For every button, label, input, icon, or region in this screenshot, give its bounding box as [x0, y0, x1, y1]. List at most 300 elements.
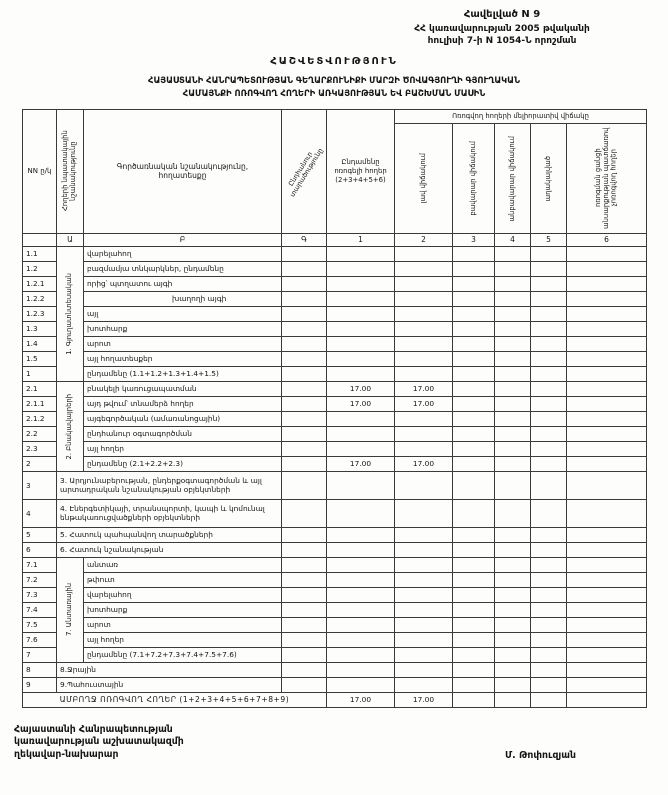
- value-cell: [531, 411, 567, 426]
- value-cell: [531, 261, 567, 276]
- value-cell: [395, 336, 453, 351]
- value-cell: [282, 587, 327, 602]
- value-cell: [531, 426, 567, 441]
- row-label: այլ հողեր: [84, 632, 282, 647]
- value-cell: 17.00: [395, 456, 453, 471]
- value-cell: [495, 336, 531, 351]
- value-cell: [453, 587, 495, 602]
- row-number: 7.2: [23, 572, 57, 587]
- index-cell: 3: [453, 233, 495, 246]
- value-cell: [327, 632, 395, 647]
- value-cell: [453, 261, 495, 276]
- value-cell: [282, 471, 327, 499]
- value-cell: [327, 246, 395, 261]
- row-number: 2: [23, 456, 57, 471]
- table-row: [23, 411, 647, 426]
- value-cell: [567, 291, 647, 306]
- table-row: [23, 632, 647, 647]
- value-cell: [395, 306, 453, 321]
- value-cell: [531, 617, 567, 632]
- value-cell: [567, 662, 647, 677]
- value-cell: [327, 557, 395, 572]
- value-cell: [567, 632, 647, 647]
- header-index-row: [23, 233, 647, 246]
- value-cell: [495, 396, 531, 411]
- value-cell: [282, 647, 327, 662]
- value-cell: [495, 411, 531, 426]
- section-label-agricultural: 1. Գյուղատնտեսական: [57, 246, 84, 381]
- value-cell: [567, 527, 647, 542]
- table-row: [23, 246, 647, 261]
- row-number: 2.1.2: [23, 411, 57, 426]
- footer-line: կառավարության աշխատակազմի: [14, 736, 184, 748]
- table-row: [23, 662, 647, 677]
- value-cell: [567, 647, 647, 662]
- value-cell: [453, 381, 495, 396]
- value-cell: [567, 456, 647, 471]
- value-cell: [495, 527, 531, 542]
- signature-name: Մ. Թոփուզյան: [504, 750, 576, 762]
- value-cell: [531, 396, 567, 411]
- table-row: [23, 291, 647, 306]
- value-cell: [495, 542, 531, 557]
- value-cell: [395, 587, 453, 602]
- value-cell: [495, 572, 531, 587]
- row-number: 2.3: [23, 441, 57, 456]
- table-row: [23, 677, 647, 692]
- value-cell: [567, 261, 647, 276]
- value-cell: [531, 306, 567, 321]
- value-cell: [531, 602, 567, 617]
- value-cell: 17.00: [395, 396, 453, 411]
- value-cell: [327, 336, 395, 351]
- value-cell: [453, 306, 495, 321]
- row-label: խոտհարք: [84, 602, 282, 617]
- row-label: բազմամյա տնկարկներ, ընդամենը: [84, 261, 282, 276]
- value-cell: [282, 321, 327, 336]
- value-cell: [327, 572, 395, 587]
- row-label: վարելահող: [84, 246, 282, 261]
- row-label: որից՝ պտղատու այգի: [84, 276, 282, 291]
- value-cell: [453, 647, 495, 662]
- value-cell: 17.00: [327, 396, 395, 411]
- col-group-header: Ոռոգվող հողերի մելիորատիվ վիճակը: [395, 109, 647, 123]
- row-number: 7: [23, 647, 57, 662]
- value-cell: [453, 441, 495, 456]
- col-header-6: ոռոգման ցանցի անսարքության պատճառով չոռոգվող հողեր: [567, 123, 647, 233]
- value-cell: [531, 677, 567, 692]
- index-cell: 4: [495, 233, 531, 246]
- value-cell: [531, 662, 567, 677]
- row-label: 8.Ջրային: [57, 662, 282, 677]
- value-cell: [327, 411, 395, 426]
- value-cell: [327, 499, 395, 527]
- value-cell: [495, 366, 531, 381]
- col-header-total-irrigated: Ընդամենը ոռոգելի հողեր (2+3+4+5+6): [327, 109, 395, 233]
- appendix-line: հուլիսի 7-ի N 1054-Ն որոշման: [427, 35, 577, 46]
- value-cell: [327, 662, 395, 677]
- row-label: 9.Պահուստային: [57, 677, 282, 692]
- row-number: 1.2.3: [23, 306, 57, 321]
- value-cell: [327, 426, 395, 441]
- value-cell: [327, 351, 395, 366]
- value-cell: [453, 321, 495, 336]
- document-subtitle: [0, 74, 668, 100]
- value-cell: [495, 662, 531, 677]
- value-cell: [495, 602, 531, 617]
- value-cell: [531, 321, 567, 336]
- value-cell: [531, 381, 567, 396]
- value-cell: [282, 557, 327, 572]
- value-cell: [495, 276, 531, 291]
- value-cell: [567, 692, 647, 707]
- row-label: այլ: [84, 306, 282, 321]
- value-cell: [282, 527, 327, 542]
- value-cell: 17.00: [395, 381, 453, 396]
- row-label: բնակելի կառուցապատման: [84, 381, 282, 396]
- value-cell: [531, 291, 567, 306]
- row-label: 4. Էներգետիկայի, տրանսպորտի, կապի և կոմունալ ենթակառուցվածքների օբյեկտների: [57, 499, 282, 527]
- value-cell: [531, 336, 567, 351]
- value-cell: [395, 291, 453, 306]
- value-cell: [395, 261, 453, 276]
- table-row: [23, 456, 647, 471]
- table-total-row: [23, 692, 647, 707]
- value-cell: [282, 677, 327, 692]
- value-cell: [282, 426, 327, 441]
- table-row: [23, 336, 647, 351]
- value-cell: [495, 499, 531, 527]
- value-cell: [327, 366, 395, 381]
- value-cell: [531, 246, 567, 261]
- row-label: ընդամենը (7.1+7.2+7.3+7.4+7.5+7.6): [84, 647, 282, 662]
- value-cell: [531, 366, 567, 381]
- value-cell: [282, 306, 327, 321]
- index-cell: [23, 233, 57, 246]
- value-cell: [395, 321, 453, 336]
- table-row: [23, 366, 647, 381]
- row-number: 1.2.2: [23, 291, 57, 306]
- value-cell: [395, 276, 453, 291]
- value-cell: [567, 396, 647, 411]
- table-row: [23, 572, 647, 587]
- value-cell: [395, 366, 453, 381]
- row-number: 1.1: [23, 246, 57, 261]
- col-header-3: բավարար վիճակում: [453, 123, 495, 233]
- document-title: ՀԱՇՎԵՏՎՈՒԹՅՈՒՆ: [270, 55, 398, 67]
- value-cell: [282, 617, 327, 632]
- value-cell: [327, 602, 395, 617]
- value-cell: [453, 542, 495, 557]
- value-cell: [395, 557, 453, 572]
- value-cell: [531, 542, 567, 557]
- value-cell: [567, 426, 647, 441]
- value-cell: [453, 366, 495, 381]
- row-number: 3: [23, 471, 57, 499]
- row-label: ընդամենը (1.1+1.2+1.3+1.4+1.5): [84, 366, 282, 381]
- row-number: 2.2: [23, 426, 57, 441]
- value-cell: [395, 411, 453, 426]
- index-cell: 5: [531, 233, 567, 246]
- row-number: 4: [23, 499, 57, 527]
- value-cell: [495, 321, 531, 336]
- subtitle-line: ՀԱՅԱՍՏԱՆԻ ՀԱՆՐԱՊԵՏՈՒԹՅԱՆ ԳԵՂԱՐՔՈՒՆԻՔԻ ՄԱՐԶԻ ԾՈՎԱԳՅՈՒՂԻ ԳՅՈՒՂԱԿԱՆ: [148, 74, 520, 85]
- value-cell: [395, 246, 453, 261]
- index-cell: 2: [395, 233, 453, 246]
- row-number: 6: [23, 542, 57, 557]
- index-cell: Բ: [84, 233, 282, 246]
- table-row: [23, 471, 647, 499]
- value-cell: [453, 662, 495, 677]
- section-label-forest: 7. Անտառային: [57, 557, 84, 662]
- value-cell: [567, 587, 647, 602]
- value-cell: [453, 602, 495, 617]
- row-number: 9: [23, 677, 57, 692]
- value-cell: [567, 471, 647, 499]
- value-cell: 17.00: [327, 381, 395, 396]
- value-cell: [395, 351, 453, 366]
- value-cell: [453, 677, 495, 692]
- value-cell: [395, 527, 453, 542]
- value-cell: [282, 632, 327, 647]
- value-cell: [567, 557, 647, 572]
- value-cell: [453, 246, 495, 261]
- value-cell: [453, 411, 495, 426]
- value-cell: [395, 542, 453, 557]
- row-label: անտառ: [84, 557, 282, 572]
- value-cell: [531, 692, 567, 707]
- value-cell: [495, 351, 531, 366]
- row-label: այլ հողեր: [84, 441, 282, 456]
- row-label: այգեգործական (ամառանոցային): [84, 411, 282, 426]
- index-cell: Գ: [282, 233, 327, 246]
- section-label-settlements: 2. Բնակավայրերի: [57, 381, 84, 471]
- value-cell: [495, 291, 531, 306]
- value-cell: 17.00: [327, 456, 395, 471]
- appendix-number: Հավելված N 9: [463, 9, 541, 20]
- index-cell: Ա: [57, 233, 84, 246]
- value-cell: [327, 677, 395, 692]
- value-cell: [395, 617, 453, 632]
- value-cell: [453, 351, 495, 366]
- value-cell: [282, 351, 327, 366]
- header-group-row: [23, 109, 647, 123]
- value-cell: [327, 527, 395, 542]
- table-row: [23, 396, 647, 411]
- value-cell: [531, 632, 567, 647]
- value-cell: [282, 261, 327, 276]
- value-cell: [327, 647, 395, 662]
- col-header-total-area: Ընդհանուր տարածությունը: [282, 109, 327, 233]
- value-cell: [567, 381, 647, 396]
- row-number: 8: [23, 662, 57, 677]
- value-cell: [495, 426, 531, 441]
- row-label: ընդամենը (2.1+2.2+2.3): [84, 456, 282, 471]
- row-label: արոտ: [84, 617, 282, 632]
- table-row: [23, 306, 647, 321]
- row-number: 2.1: [23, 381, 57, 396]
- table-row: [23, 441, 647, 456]
- value-cell: [282, 381, 327, 396]
- value-cell: [495, 587, 531, 602]
- table-row: [23, 321, 647, 336]
- table-row: [23, 587, 647, 602]
- value-cell: [531, 499, 567, 527]
- row-number: 7.4: [23, 602, 57, 617]
- value-cell: [567, 602, 647, 617]
- value-cell: [453, 617, 495, 632]
- table-row: [23, 261, 647, 276]
- value-cell: [567, 617, 647, 632]
- value-cell: [495, 557, 531, 572]
- value-cell: [567, 336, 647, 351]
- value-cell: [567, 276, 647, 291]
- value-cell: [395, 471, 453, 499]
- table-row: [23, 276, 647, 291]
- footer: [0, 724, 668, 762]
- value-cell: [282, 336, 327, 351]
- value-cell: [282, 456, 327, 471]
- value-cell: [567, 306, 647, 321]
- value-cell: [327, 617, 395, 632]
- col-header-2: լավ վիճակում: [395, 123, 453, 233]
- subtitle-line: ՀԱՄԱՅՆՔԻ ՈՌՈԳՎՈՂ ՀՈՂԵՐԻ ԱՌԿԱՅՈՒԹՅԱՆ ԵՎ ԲԱՇԽՄԱՆ ՄԱՍԻՆ: [182, 87, 486, 98]
- value-cell: [531, 456, 567, 471]
- value-cell: [495, 677, 531, 692]
- value-cell: [453, 456, 495, 471]
- value-cell: [395, 602, 453, 617]
- total-row-label: ԱՄԲՈՂՋ ՈՌՈԳՎՈՂ ՀՈՂԵՐ (1+2+3+4+5+6+7+8+9): [23, 692, 327, 707]
- value-cell: [327, 261, 395, 276]
- value-cell: [531, 471, 567, 499]
- value-cell: [327, 587, 395, 602]
- row-label: այլ հողատեսքեր: [84, 351, 282, 366]
- value-cell: [567, 411, 647, 426]
- table-row: [23, 527, 647, 542]
- row-number: 1.2: [23, 261, 57, 276]
- row-label: ընդհանուր օգտագործման: [84, 426, 282, 441]
- value-cell: [395, 426, 453, 441]
- value-cell: [282, 366, 327, 381]
- appendix-line: ՀՀ կառավարության 2005 թվականի: [414, 23, 590, 34]
- appendix-block: [352, 8, 652, 47]
- value-cell: [282, 291, 327, 306]
- row-label: խաղողի այգի: [84, 291, 282, 306]
- row-number: 1: [23, 366, 57, 381]
- row-label: խոտհարք: [84, 321, 282, 336]
- value-cell: [453, 291, 495, 306]
- row-label: 6. Հատուկ նշանակության: [57, 542, 282, 557]
- value-cell: 17.00: [327, 692, 395, 707]
- value-cell: [453, 692, 495, 707]
- row-label: արոտ: [84, 336, 282, 351]
- row-number: 1.4: [23, 336, 57, 351]
- table-row: [23, 542, 647, 557]
- value-cell: [453, 632, 495, 647]
- value-cell: [495, 632, 531, 647]
- index-cell: 6: [567, 233, 647, 246]
- value-cell: [453, 426, 495, 441]
- row-number: 1.2.1: [23, 276, 57, 291]
- value-cell: [327, 291, 395, 306]
- value-cell: [282, 411, 327, 426]
- row-number: 7.1: [23, 557, 57, 572]
- value-cell: [531, 351, 567, 366]
- value-cell: [531, 527, 567, 542]
- value-cell: [282, 441, 327, 456]
- col-header-5: աղակալված: [531, 123, 567, 233]
- col-header-4: անբավարար վիճակում: [495, 123, 531, 233]
- col-header-purpose: Հողերի նպատակային նշանակությունը: [57, 109, 84, 233]
- value-cell: [282, 572, 327, 587]
- table-row: [23, 557, 647, 572]
- col-header-nn: NN ը/կ: [23, 109, 57, 233]
- table-row: [23, 499, 647, 527]
- table-row: [23, 351, 647, 366]
- value-cell: [495, 456, 531, 471]
- value-cell: [495, 246, 531, 261]
- value-cell: [495, 692, 531, 707]
- row-label: 5. Հատուկ պահպանվող տարածքների: [57, 527, 282, 542]
- row-label: այդ թվում՝ տնամերձ հողեր: [84, 396, 282, 411]
- value-cell: [567, 572, 647, 587]
- value-cell: [567, 366, 647, 381]
- value-cell: [495, 471, 531, 499]
- row-label: 3. Արդյունաբերության, ընդերքօգտագործման և այլ արտադրական նշանակության օբյեկտների: [57, 471, 282, 499]
- table-row: [23, 602, 647, 617]
- value-cell: [453, 572, 495, 587]
- value-cell: [495, 306, 531, 321]
- value-cell: [453, 499, 495, 527]
- value-cell: [395, 499, 453, 527]
- col-header-functional: Գործառնական նշանակությունը, հողատեսքը: [84, 109, 282, 233]
- value-cell: [567, 542, 647, 557]
- footer-line: ղեկավար-նախարար: [14, 748, 119, 760]
- row-label: թփուտ: [84, 572, 282, 587]
- value-cell: [567, 246, 647, 261]
- value-cell: [453, 527, 495, 542]
- table-row: [23, 647, 647, 662]
- value-cell: [531, 572, 567, 587]
- value-cell: [567, 677, 647, 692]
- value-cell: [495, 617, 531, 632]
- value-cell: [282, 499, 327, 527]
- value-cell: [395, 647, 453, 662]
- irrigated-lands-table: [22, 109, 647, 708]
- value-cell: [567, 499, 647, 527]
- row-number: 7.3: [23, 587, 57, 602]
- value-cell: [282, 662, 327, 677]
- value-cell: [395, 572, 453, 587]
- value-cell: [531, 557, 567, 572]
- value-cell: [395, 632, 453, 647]
- value-cell: [531, 441, 567, 456]
- footer-signatory-title: [14, 724, 184, 762]
- value-cell: [282, 396, 327, 411]
- value-cell: [327, 276, 395, 291]
- value-cell: [495, 441, 531, 456]
- value-cell: [453, 471, 495, 499]
- value-cell: [531, 647, 567, 662]
- row-number: 1.3: [23, 321, 57, 336]
- value-cell: [567, 351, 647, 366]
- value-cell: [395, 441, 453, 456]
- row-number: 5: [23, 527, 57, 542]
- row-number: 7.5: [23, 617, 57, 632]
- value-cell: [495, 261, 531, 276]
- row-number: 1.5: [23, 351, 57, 366]
- value-cell: [327, 471, 395, 499]
